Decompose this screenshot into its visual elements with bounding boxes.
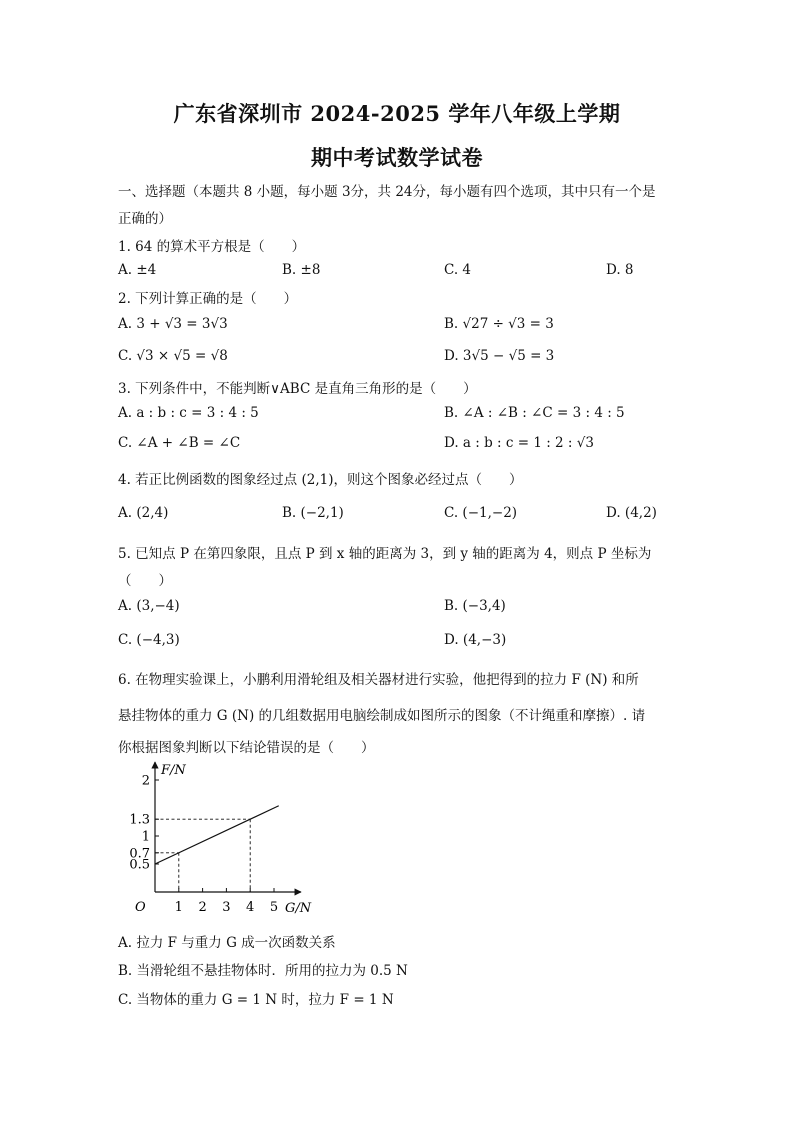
question-3-stem: 3. 下列条件中，不能判断∨ABC 是直角三角形的是（ ）	[118, 381, 477, 397]
question-6-stem-cont2: 你根据图象判断以下结论错误的是（ ）	[118, 740, 375, 756]
x-axis-label: G/N	[285, 901, 312, 916]
exam-title-line1: 广东省深圳市 2024-2025 学年八年级上学期	[173, 101, 621, 126]
y-tick-label-2: 2	[141, 773, 150, 789]
exam-title-line2: 期中考试数学试卷	[311, 145, 483, 170]
question-5-option-d: D. (4,−3)	[444, 632, 507, 648]
question-6-option-b: B. 当滑轮组不悬挂物体时．所用的拉力为 0.5 N	[118, 963, 408, 979]
y-tick-label-1.3: 1.3	[129, 812, 150, 828]
y-tick-label-0.5: 0.5	[129, 857, 150, 873]
question-4-option-c: C. (−1,−2)	[444, 505, 518, 521]
question-4-option-b: B. (−2,1)	[282, 505, 344, 521]
series-line	[155, 806, 279, 864]
question-3-option-d: D. a : b : c = 1 : 2 : √3	[444, 435, 594, 451]
question-5-option-b: B. (−3,4)	[444, 598, 506, 614]
question-5-option-a: A. (3,−4)	[118, 598, 180, 614]
section-heading-cont: 正确的）	[118, 211, 172, 227]
question-4-stem: 4. 若正比例函数的图象经过点 (2,1)，则这个图象必经过点（ ）	[118, 472, 523, 488]
question-1-option-b: B. ±8	[282, 262, 321, 278]
question-1-option-d: D. 8	[606, 262, 634, 278]
question-6-option-a: A. 拉力 F 与重力 G 成一次函数关系	[118, 935, 336, 951]
y-tick-label-1: 1	[141, 829, 150, 845]
x-tick-label-4: 4	[246, 900, 255, 915]
y-tick-label-0.7: 0.7	[129, 846, 150, 862]
x-tick-label-3: 3	[222, 900, 231, 915]
question-3-option-c: C. ∠A + ∠B = ∠C	[118, 435, 241, 451]
x-tick-label-2: 2	[198, 900, 207, 915]
question-2-option-a: A. 3 + √3 = 3√3	[118, 316, 228, 332]
question-1-option-c: C. 4	[444, 262, 472, 278]
question-3-option-a: A. a : b : c = 3 : 4 : 5	[118, 405, 259, 421]
question-2-option-d: D. 3√5 − √5 = 3	[444, 348, 555, 364]
question-4-option-a: A. (2,4)	[118, 505, 169, 521]
question-5-stem: 5. 已知点 P 在第四象限，且点 P 到 x 轴的距离为 3，到 y 轴的距离为 4，则点 P 坐标为	[118, 546, 652, 562]
x-tick-label-5: 5	[269, 900, 279, 915]
y-axis-label: F/N	[161, 763, 186, 778]
question-2-stem: 2. 下列计算正确的是（ ）	[118, 291, 298, 307]
question-2-option-c: C. √3 × √5 = √8	[118, 348, 228, 364]
question-5-stem-cont: （ ）	[118, 573, 172, 589]
x-tick-label-1: 1	[174, 900, 183, 915]
force-weight-graph	[118, 758, 318, 923]
section-heading: 一、选择题（本题共 8 小题，每小题 3分，共 24分，每小题有四个选项，其中只有一个是	[118, 184, 656, 200]
question-3-option-b: B. ∠A : ∠B : ∠C = 3 : 4 : 5	[444, 405, 625, 421]
question-6-option-c: C. 当物体的重力 G = 1 N 时，拉力 F = 1 N	[118, 992, 394, 1008]
question-2-option-b: B. √27 ÷ √3 = 3	[444, 316, 554, 332]
question-4-option-d: D. (4,2)	[606, 505, 657, 521]
question-6-stem-cont: 悬挂物体的重力 G (N) 的几组数据用电脑绘制成如图所示的图象（不计绳重和摩擦）. 请	[118, 708, 646, 724]
origin-label: O	[135, 900, 146, 915]
question-1-option-a: A. ±4	[118, 262, 157, 278]
question-1-stem: 1. 64 的算术平方根是（ ）	[118, 239, 306, 255]
question-5-option-c: C. (−4,3)	[118, 632, 180, 648]
question-6-stem: 6. 在物理实验课上，小鹏利用滑轮组及相关器材进行实验，他把得到的拉力 F (N) 和所	[118, 672, 639, 688]
